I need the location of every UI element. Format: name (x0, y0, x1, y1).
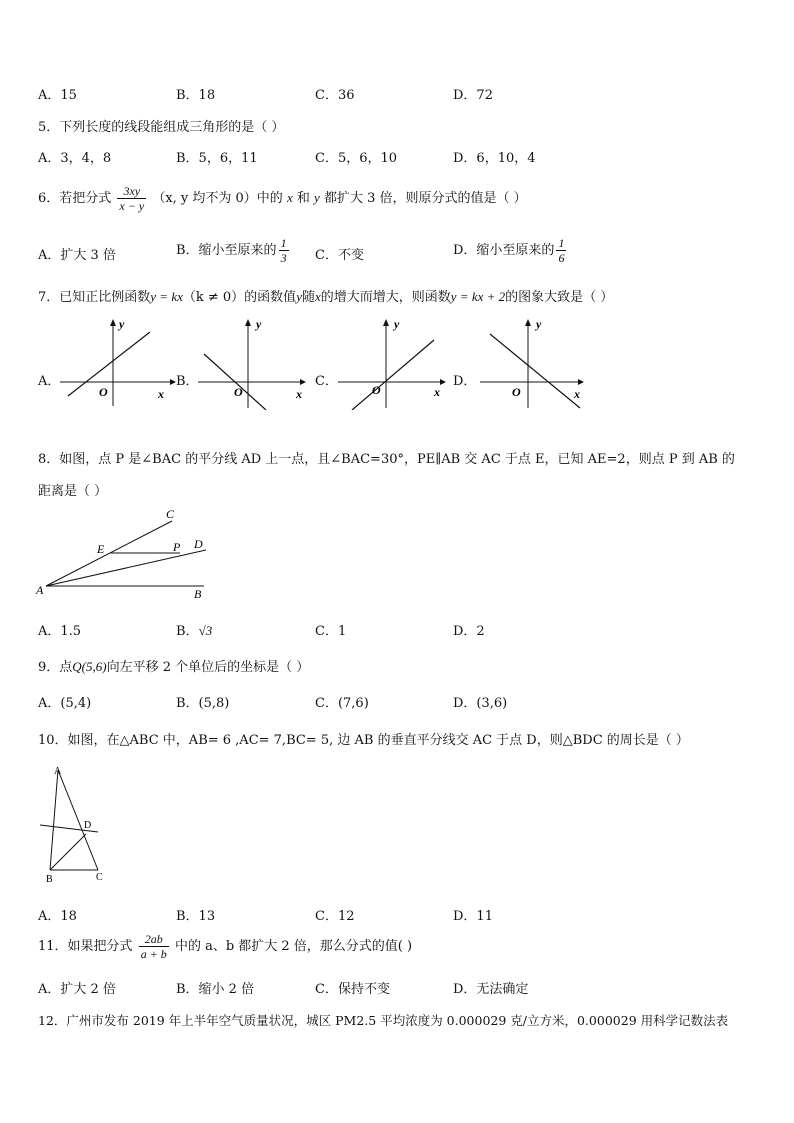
q7-func2: y = kx + 2 (450, 289, 506, 304)
segment-ac (58, 770, 98, 870)
x-arrow-icon (440, 379, 446, 385)
y-arrow-icon (525, 319, 531, 326)
label-d: D (84, 820, 92, 831)
origin-label: O (99, 385, 108, 399)
q5-option-b: B．5，6，11 (176, 151, 258, 166)
q9-option-d: D．(3,6) (453, 696, 508, 711)
label-a: A (54, 766, 62, 777)
segment-bd (50, 834, 86, 870)
q9-option-b: B．(5,8) (176, 696, 230, 711)
q10-option-a: A．18 (38, 909, 77, 924)
label-a: A (36, 583, 44, 597)
q7-graph-c (336, 316, 456, 410)
q4-option-a: A．15 (38, 88, 77, 103)
q5-option-a: A．3，4，8 (38, 151, 112, 166)
label-c: C (96, 872, 103, 883)
q11-suffix: 中的 a、b 都扩大 2 倍，那么分式的值( ) (174, 939, 413, 954)
q10-option-d: D．11 (453, 909, 493, 924)
label-b: B (194, 587, 202, 601)
q6-option-d-num: 1 (558, 236, 565, 250)
q6-option-b-text: B．缩小至原来的 (176, 243, 277, 258)
origin-label: O (512, 385, 521, 399)
q8-option-c: C．1 (315, 624, 347, 639)
q9-option-c: C．(7,6) (315, 696, 369, 711)
q11-option-a: A．扩大 2 倍 (38, 982, 116, 997)
q6-option-d-den: 6 (558, 251, 565, 265)
q9-option-a: A．(5,4) (38, 696, 92, 711)
q11-fraction (139, 932, 169, 961)
q7-var-x: x (314, 289, 321, 304)
graph-line (490, 334, 580, 408)
q6-var-x: x (286, 190, 293, 205)
label-p: P (173, 540, 181, 554)
y-label: y (119, 317, 125, 331)
q5-option-d: D．6，10，4 (453, 151, 536, 166)
q7-option-b-label: B． (176, 374, 199, 389)
q8-option-d: D．2 (453, 624, 485, 639)
q9-stem-b: 向左平移 2 个单位后的坐标是（ ） (106, 660, 310, 675)
y-arrow-icon (110, 319, 116, 326)
q6-option-b-frac (279, 236, 289, 265)
y-label: y (536, 317, 542, 331)
q7-stem-a: 7．已知正比例函数 (38, 290, 151, 305)
q11-option-b: B．缩小 2 倍 (176, 982, 255, 997)
q7-option-a-label: A． (38, 374, 61, 389)
q8-stem-line1: 8．如图，点 P 是∠BAC 的平分线 AD 上一点，且∠BAC=30°，PE∥AB 交 AC 于点 E，已知 AE=2，则点 P 到 AB 的 (38, 452, 735, 467)
q7-stem (38, 286, 613, 305)
q7-graph-b (196, 316, 316, 410)
x-label: x (158, 387, 164, 401)
q6-option-b-den: 3 (280, 251, 287, 265)
x-label: x (296, 387, 302, 401)
q10-option-c: C．12 (315, 909, 355, 924)
q6-and: 和 (296, 191, 310, 206)
label-c: C (166, 507, 175, 521)
q6-option-b-num: 1 (280, 236, 287, 250)
q6-fraction (117, 184, 146, 213)
graph-line (68, 332, 150, 396)
q6-stem (38, 184, 527, 213)
q4-option-c: C．36 (315, 88, 355, 103)
q6-cond: （x, y 均不为 0）中的 (152, 191, 283, 206)
graph-line (352, 340, 434, 410)
q11-option-c: C．保持不变 (315, 982, 390, 997)
x-arrow-icon (300, 379, 306, 385)
q9-stem-a: 9．点 (38, 660, 73, 675)
y-label: y (394, 317, 400, 331)
q7-option-c-label: C． (315, 374, 338, 389)
q9-point: Q(5,6) (72, 659, 107, 674)
q11-stem (38, 932, 412, 961)
y-label: y (256, 317, 262, 331)
q4-option-b: B．18 (176, 88, 216, 103)
q4-option-d: D．72 (453, 88, 493, 103)
origin-label: O (234, 385, 243, 399)
q10-figure (34, 762, 114, 884)
q7-stem-b: 的增大而增大，则函数 (320, 290, 451, 305)
q11-option-d: D．无法确定 (453, 982, 529, 997)
label-b: B (46, 874, 53, 884)
q7-var-y: y (296, 289, 302, 304)
q8-stem-line2: 距离是（ ） (38, 484, 108, 499)
x-label: x (574, 387, 580, 401)
q10-option-b: B．13 (176, 909, 216, 924)
q8-option-a: A．1.5 (38, 624, 82, 639)
q6-option-c: C．不变 (315, 248, 364, 263)
q7-option-d-label: D． (453, 374, 477, 389)
q11-frac-den: a + b (140, 947, 167, 961)
q7-mid: 随 (301, 290, 315, 305)
y-arrow-icon (383, 319, 389, 326)
q8-option-b-value: √3 (198, 623, 213, 638)
q6-option-d (453, 236, 568, 265)
x-arrow-icon (578, 379, 584, 385)
q6-var-y: y (314, 190, 320, 205)
q6-frac-num: 3xy (117, 184, 146, 199)
segment-ad (46, 550, 206, 586)
q6-prefix: 6．若把分式 (38, 191, 112, 206)
q7-graph-d (478, 316, 594, 410)
q6-frac-den: x − y (119, 199, 145, 213)
y-arrow-icon (245, 319, 251, 326)
q7-cond: （k ≠ 0）的函数值 (182, 290, 297, 305)
q8-figure (34, 506, 224, 602)
origin-label: O (372, 383, 381, 397)
segment-ab (50, 770, 58, 870)
q6-option-d-text: D．缩小至原来的 (453, 243, 555, 258)
q11-frac-num: 2ab (139, 932, 169, 947)
q11-prefix: 11．如果把分式 (38, 939, 133, 954)
x-label: x (434, 385, 440, 399)
q9-stem (38, 656, 309, 675)
q6-option-a: A．扩大 3 倍 (38, 248, 116, 263)
q7-func1: y = kx (150, 289, 183, 304)
q5-stem: 5．下列长度的线段能组成三角形的是（ ） (38, 120, 285, 135)
q8-option-b-text: B． (176, 624, 199, 639)
q5-option-c: C．5，6，10 (315, 151, 398, 166)
q6-option-b (176, 236, 291, 265)
q12-stem: 12．广州市发布 2019 年上半年空气质量状况，城区 PM2.5 平均浓度为 0.000029 克/立方米，0.000029 用科学记数法表 (38, 1013, 729, 1028)
q7-stem-c: 的图象大致是（ ） (505, 290, 614, 305)
q8-option-b (176, 620, 212, 639)
q6-option-d-frac (556, 236, 566, 265)
q7-graph-a (58, 316, 178, 406)
q6-suffix: 都扩大 3 倍，则原分式的值是（ ） (323, 191, 527, 206)
q10-stem: 10．如图，在△ABC 中，AB= 6 ,AC= 7,BC= 5, 边 AB 的垂直平分线交 AC 于点 D，则△BDC 的周长是（ ） (38, 733, 689, 748)
label-d: D (194, 537, 203, 551)
label-e: E (97, 542, 105, 556)
